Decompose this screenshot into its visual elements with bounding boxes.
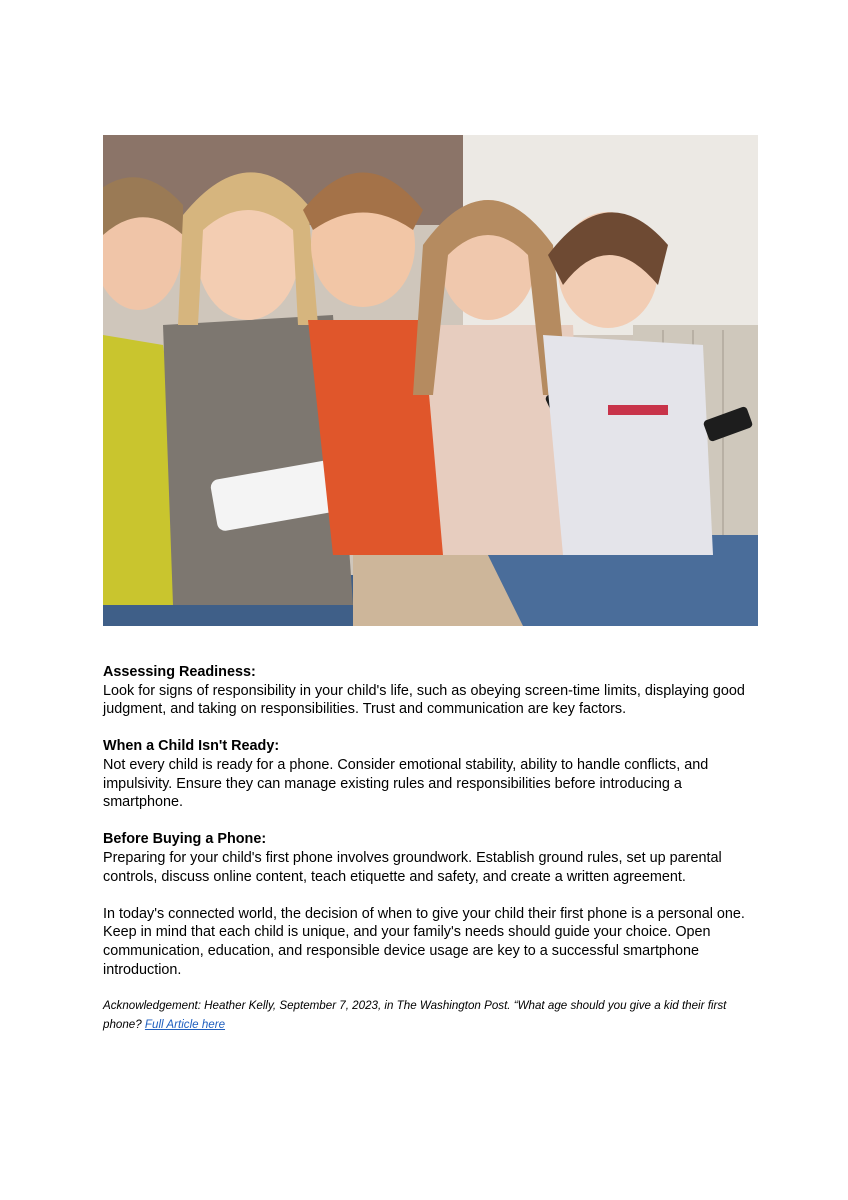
children-with-phones-photo (103, 135, 758, 626)
acknowledgement (103, 997, 753, 1034)
section-not-ready (103, 737, 753, 811)
article-body (103, 663, 753, 1034)
section-body: Preparing for your child's first phone involves groundwork. Establish ground rules, set up parental controls, discuss online content, teach etiquette and safety, and create a written agreement. (103, 849, 722, 885)
section-before-buying (103, 830, 753, 886)
section-heading: When a Child Isn't Ready: (103, 738, 280, 755)
acknowledgement-text: Acknowledgement: Heather Kelly, September 7, 2023, in The Washington Post. “What age should you give a kid their first phone? (103, 999, 727, 1031)
closing-paragraph: In today's connected world, the decision of when to give your child their first phone is a personal one. Keep in mind that each child is unique, and your family's needs should guide your choice. Open communication, education, and responsible device usage are key to a successful smartphone introduction. (103, 905, 745, 978)
section-body: Not every child is ready for a phone. Consider emotional stability, ability to handle conflicts, and impulsivity. Ensure they can manage existing rules and responsibilities before introducing a smartphone. (103, 756, 709, 811)
full-article-link[interactable]: Full Article here (144, 1017, 226, 1031)
section-assessing-readiness (103, 663, 753, 719)
section-heading: Assessing Readiness: (103, 664, 256, 680)
photo-illustration (103, 135, 758, 626)
section-heading: Before Buying a Phone: (103, 831, 267, 848)
section-body: Look for signs of responsibility in your child's life, such as obeying screen-time limits, displaying good judgment, and taking on responsibilities. Trust and communication are key factors. (103, 682, 745, 718)
